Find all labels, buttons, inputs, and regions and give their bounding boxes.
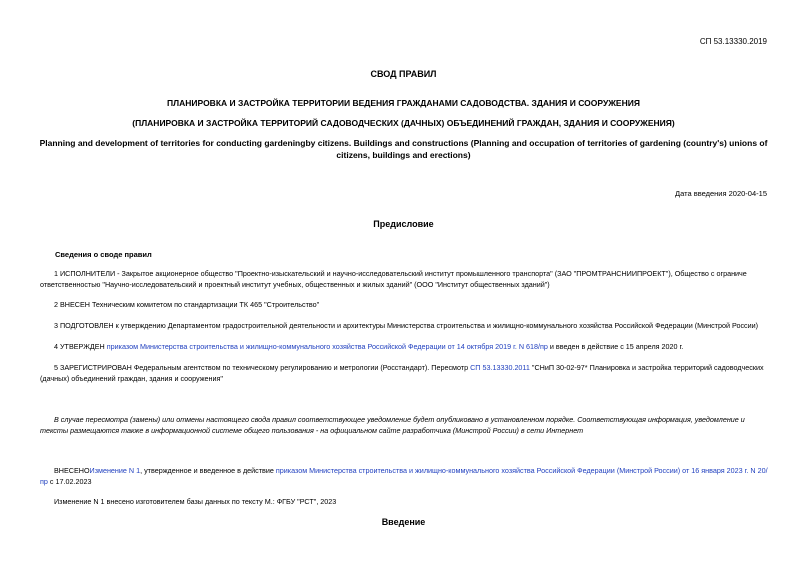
revision-notice: В случае пересмотра (замены) или отмены настоящего свода правил соответствующее уведомление будет опубликовано в установленном порядке. Соответствующая информация, уведомление и тексты размещаются также в информационной системе общего пользования - на официальном сайте разработчика (Минстрой России) в сети Интернет [40, 415, 745, 435]
document-subtitle: (ПЛАНИРОВКА И ЗАСТРОЙКА ТЕРРИТОРИЙ САДОВОДЧЕСКИХ (ДАЧНЫХ) ОБЪЕДИНЕНИЙ ГРАЖДАН, ЗДАНИЯ И СООРУЖЕНИЯ) [132, 118, 675, 128]
document-code: СП 53.13330.2019 [699, 37, 767, 46]
paragraph-1-continued: ответственностью "Научно-исследовательский и проектный институт учебных, общественных и жилых зданий" (ООО "Институт общественных зданий") [40, 280, 550, 289]
document-title-english: Planning and development of territories for conducting gardeningby citizens. Buildings and constructions (Planning and occupation of territories of gardening (country's) unions of citizens, buildings and erections) [39, 138, 768, 160]
section-title: Сведения о своде правил [55, 250, 152, 259]
preface-heading: Предисловие [373, 219, 434, 229]
approval-order-link[interactable]: приказом Министерства строительства и жилищно-коммунального хозяйства Российской Федерации от 14 октября 2019 г. N 618/пр [106, 342, 548, 351]
amendment-order-link[interactable]: приказом Министерства строительства и жилищно-коммунального хозяйства Российской Федерации (Минстрой России) от 16 января 2023 г. N 20/пр [40, 466, 768, 486]
previous-code-link[interactable]: СП 53.13330.2011 [470, 363, 530, 372]
amendment-link[interactable]: Изменение N 1 [89, 466, 141, 475]
introduction-heading: Введение [381, 517, 426, 527]
paragraph-5: 5 ЗАРЕГИСТРИРОВАН Федеральным агентством по техническому регулированию и метрологии (Росстандарт). Пересмотр СП 53.13330.2011 "СНиП 30-02-97* Планировка и застройка территорий садоводческих (дачных) объединений граждан, здания и сооружения" [40, 363, 764, 383]
paragraph-1: 1 ИСПОЛНИТЕЛИ - Закрытое акционерное общество "Проектно-изыскательский и научно-исследовательский институт промышленного транспорта" (ЗАО "ПРОМТРАНСНИИПРОЕКТ"), Общество с ограниче [54, 269, 747, 278]
document-title: ПЛАНИРОВКА И ЗАСТРОЙКА ТЕРРИТОРИИ ВЕДЕНИЯ ГРАЖДАНАМИ САДОВОДСТВА. ЗДАНИЯ И СООРУЖЕНИЯ [167, 98, 640, 108]
svod-heading: СВОД ПРАВИЛ [370, 69, 437, 79]
paragraph-3: 3 ПОДГОТОВЛЕН к утверждению Департаментом градостроительной деятельности и архитектуры Министерства строительства и жилищно-коммунального хозяйства Российской Федерации (Минстрой России) [54, 321, 759, 330]
paragraph-4: 4 УТВЕРЖДЕН приказом Министерства строительства и жилищно-коммунального хозяйства Российской Федерации от 14 октября 2019 г. N 618/пр и введен в действие с 15 апреля 2020 г. [54, 342, 684, 351]
amendment-paragraph: ВНЕСЕНОИзменение N 1, утвержденное и введенное в действие приказом Министерства строительства и жилищно-коммунального хозяйства Российской Федерации (Минстрой России) от 16 января 2023 г. N 20/пр с 17.02.2023 [40, 466, 768, 486]
paragraph-2: 2 ВНЕСЕН Техническим комитетом по стандартизации ТК 465 "Строительство" [54, 300, 320, 309]
amendment-note: Изменение N 1 внесено изготовителем базы данных по тексту М.: ФГБУ "РСТ", 2023 [54, 497, 337, 506]
introduction-date: Дата введения 2020-04-15 [675, 189, 767, 198]
